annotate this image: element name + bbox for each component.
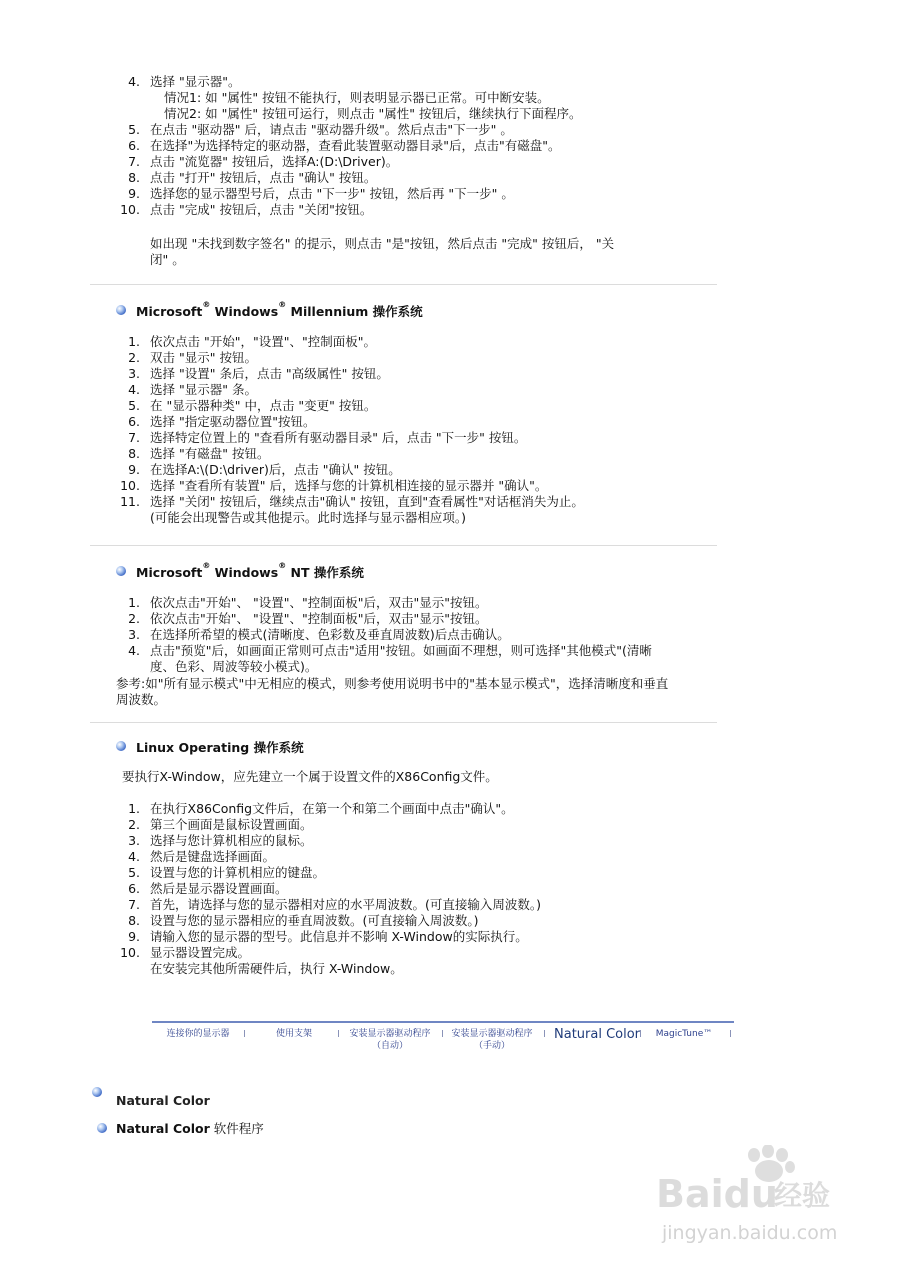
baidu-watermark (656, 1145, 846, 1248)
nav-separator (244, 1030, 245, 1037)
nav-separator (544, 1030, 545, 1037)
svg-text:经验: 经验 (774, 1179, 831, 1212)
bullet-icon (116, 305, 126, 315)
divider (90, 722, 717, 723)
svg-text:Baidu: Baidu (656, 1172, 778, 1216)
nav-driver-auto[interactable]: 安装显示器驱动程序 （自动） (349, 1029, 431, 1051)
bullet-icon (97, 1123, 107, 1133)
section-heading-nt: Microsoft® Windows® NT 操作系统 (136, 561, 364, 580)
nav-top-line (152, 1021, 734, 1023)
baidu-paw-icon (656, 1145, 846, 1245)
divider (90, 284, 717, 285)
nav-driver-manual[interactable]: 安装显示器驱动程序 （手动） (451, 1029, 533, 1051)
signature-note: 如出现 "未找到数字签名" 的提示，则点击 "是"按钮，然后点击 "完成" 按钮后， "关 闭" 。 (150, 236, 615, 267)
natural-color-heading: Natural Color (116, 1093, 210, 1108)
bullet-icon (116, 566, 126, 576)
section-heading-linux: Linux Operating 操作系统 (136, 740, 304, 755)
nav-separator (730, 1030, 731, 1037)
divider (90, 545, 717, 546)
nav-stand[interactable]: 使用支架 (275, 1029, 312, 1039)
bullet-icon (116, 741, 126, 751)
section-heading-millennium: Microsoft® Windows® Millennium 操作系统 (136, 300, 423, 319)
nav-separator (640, 1030, 641, 1037)
linux-intro: 要执行X-Window，应先建立一个属于设置文件的X86Config文件。 (122, 769, 498, 784)
svg-text:jingyan.baidu.com: jingyan.baidu.com (662, 1222, 838, 1244)
section-nav-bar (152, 1021, 734, 1055)
natural-color-software-heading: Natural Color 软件程序 (116, 1121, 264, 1136)
nav-magictune[interactable]: MagicTune™ (655, 1029, 713, 1039)
reference-note: 参考:如"所有显示模式"中无相应的模式，则参考使用说明书中的"基本显示模式"，选择清晰度和垂直 周波数。 (116, 676, 669, 707)
nav-connect-display[interactable]: 连接你的显示器 (166, 1029, 230, 1039)
nav-natural-color-active[interactable]: Natural Color (554, 1027, 641, 1042)
bullet-icon (92, 1087, 102, 1097)
nav-separator (442, 1030, 443, 1037)
nav-separator (338, 1030, 339, 1037)
